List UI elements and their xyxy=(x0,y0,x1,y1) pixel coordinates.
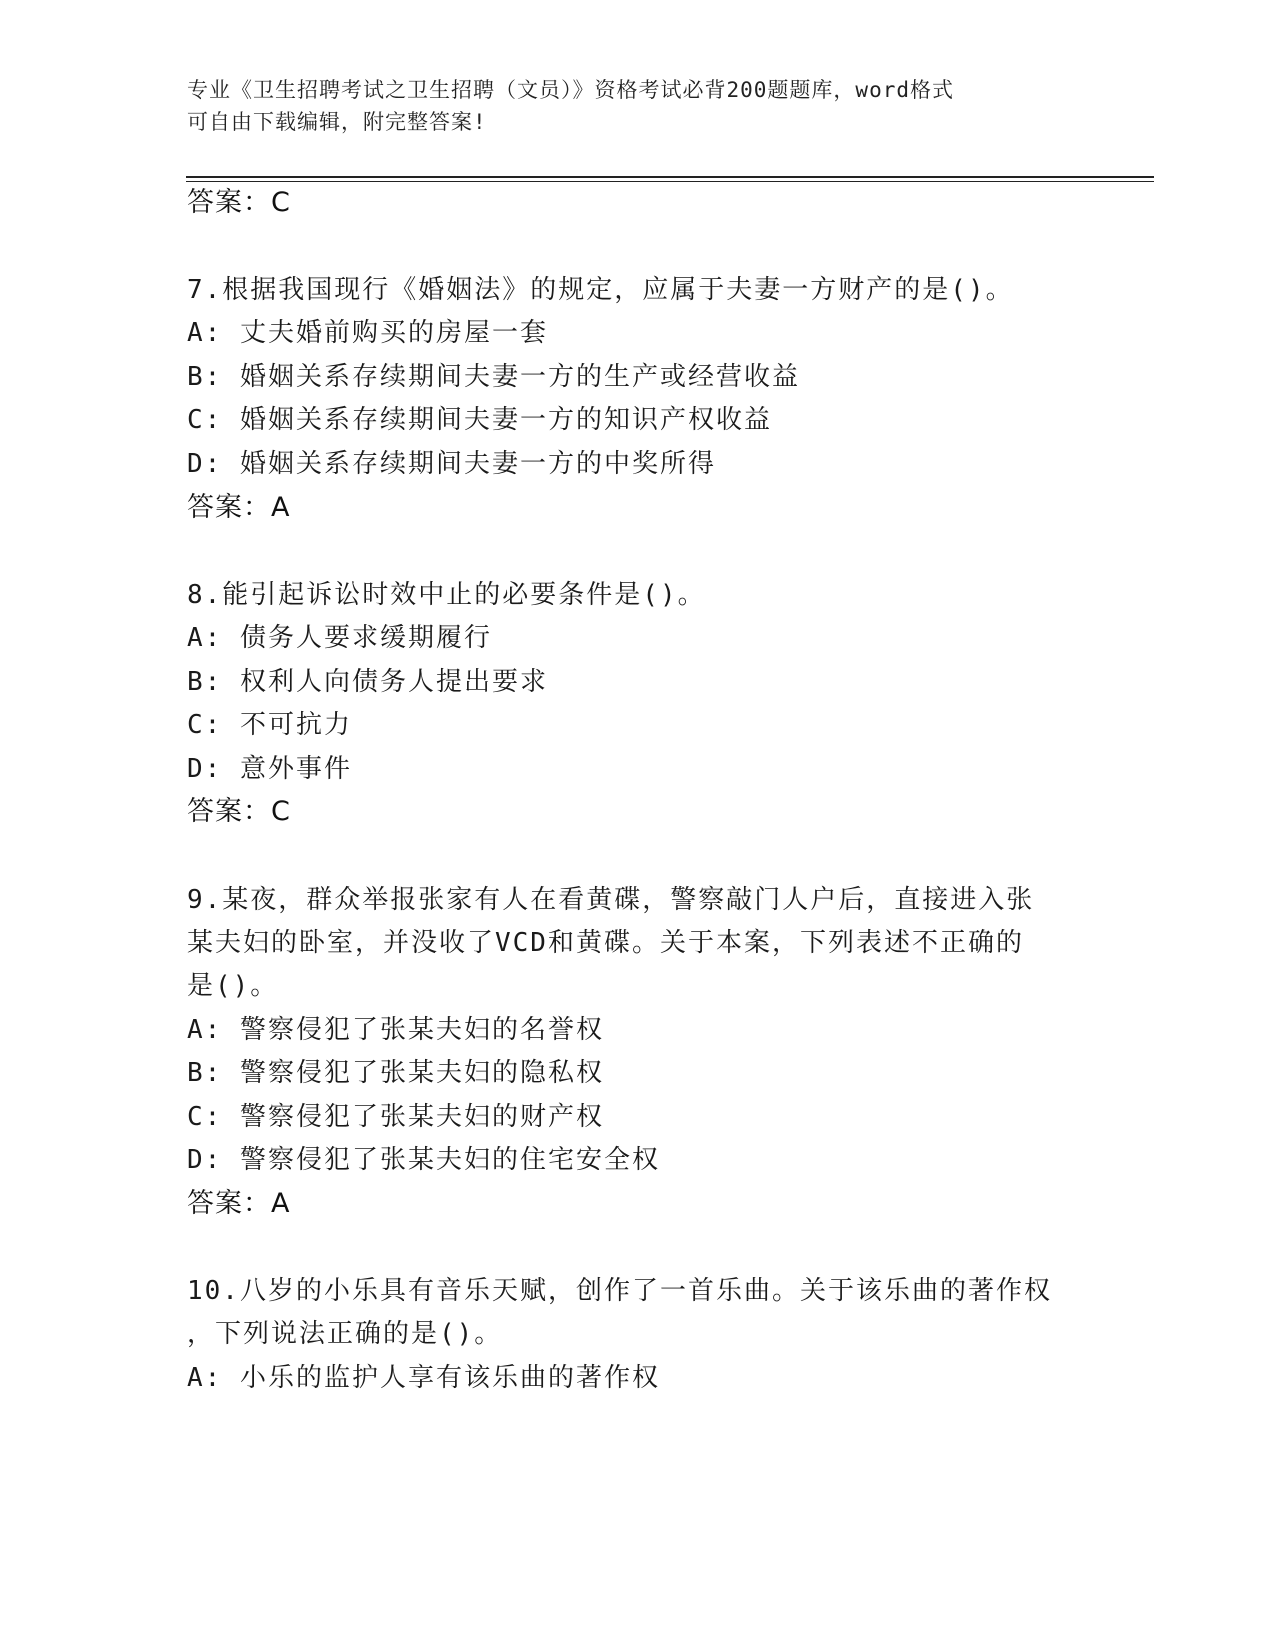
question-7-option-a: A: 丈夫婚前购买的房屋一套 xyxy=(187,318,548,348)
question-9-stem-line-3: 是()。 xyxy=(187,971,279,1001)
answer-q8: 答案：C xyxy=(187,796,291,827)
question-8-option-d: D: 意外事件 xyxy=(187,754,352,784)
question-9-option-b: B: 警察侵犯了张某夫妇的隐私权 xyxy=(187,1058,604,1088)
question-9-option-a: A: 警察侵犯了张某夫妇的名誉权 xyxy=(187,1015,604,1045)
document-header xyxy=(187,74,1087,138)
question-8-option-c: C: 不可抗力 xyxy=(187,710,352,740)
answer-q6: 答案：C xyxy=(187,187,291,218)
question-7-stem: 7.根据我国现行《婚姻法》的规定，应属于夫妻一方财产的是()。 xyxy=(187,275,1014,305)
question-8-option-b: B: 权利人向债务人提出要求 xyxy=(187,667,548,697)
question-7-option-d: D: 婚姻关系存续期间夫妻一方的中奖所得 xyxy=(187,449,716,479)
header-divider-thick xyxy=(186,176,1154,178)
header-line-1: 专业《卫生招聘考试之卫生招聘（文员）》资格考试必背200题题库，word格式 xyxy=(187,78,954,102)
question-7-option-b: B: 婚姻关系存续期间夫妻一方的生产或经营收益 xyxy=(187,362,800,392)
question-9-stem-line-2: 某夫妇的卧室，并没收了VCD和黄碟。关于本案，下列表述不正确的 xyxy=(187,928,1024,958)
answer-q7: 答案：A xyxy=(187,492,291,523)
answer-q9: 答案：A xyxy=(187,1188,291,1219)
question-7-option-c: C: 婚姻关系存续期间夫妻一方的知识产权收益 xyxy=(187,405,772,435)
question-10-option-a: A: 小乐的监护人享有该乐曲的著作权 xyxy=(187,1363,660,1393)
question-10-stem-line-2: ，下列说法正确的是()。 xyxy=(187,1319,503,1349)
header-divider-thin xyxy=(186,181,1154,182)
question-9-option-c: C: 警察侵犯了张某夫妇的财产权 xyxy=(187,1102,604,1132)
question-10-stem-line-1: 10.八岁的小乐具有音乐天赋，创作了一首乐曲。关于该乐曲的著作权 xyxy=(187,1276,1052,1306)
question-8-stem: 8.能引起诉讼时效中止的必要条件是()。 xyxy=(187,580,706,610)
question-9-option-d: D: 警察侵犯了张某夫妇的住宅安全权 xyxy=(187,1145,660,1175)
header-line-2: 可自由下载编辑，附完整答案! xyxy=(187,110,487,134)
question-8-option-a: A: 债务人要求缓期履行 xyxy=(187,623,492,653)
question-9-stem-line-1: 9.某夜，群众举报张家有人在看黄碟，警察敲门人户后，直接进入张 xyxy=(187,885,1035,915)
